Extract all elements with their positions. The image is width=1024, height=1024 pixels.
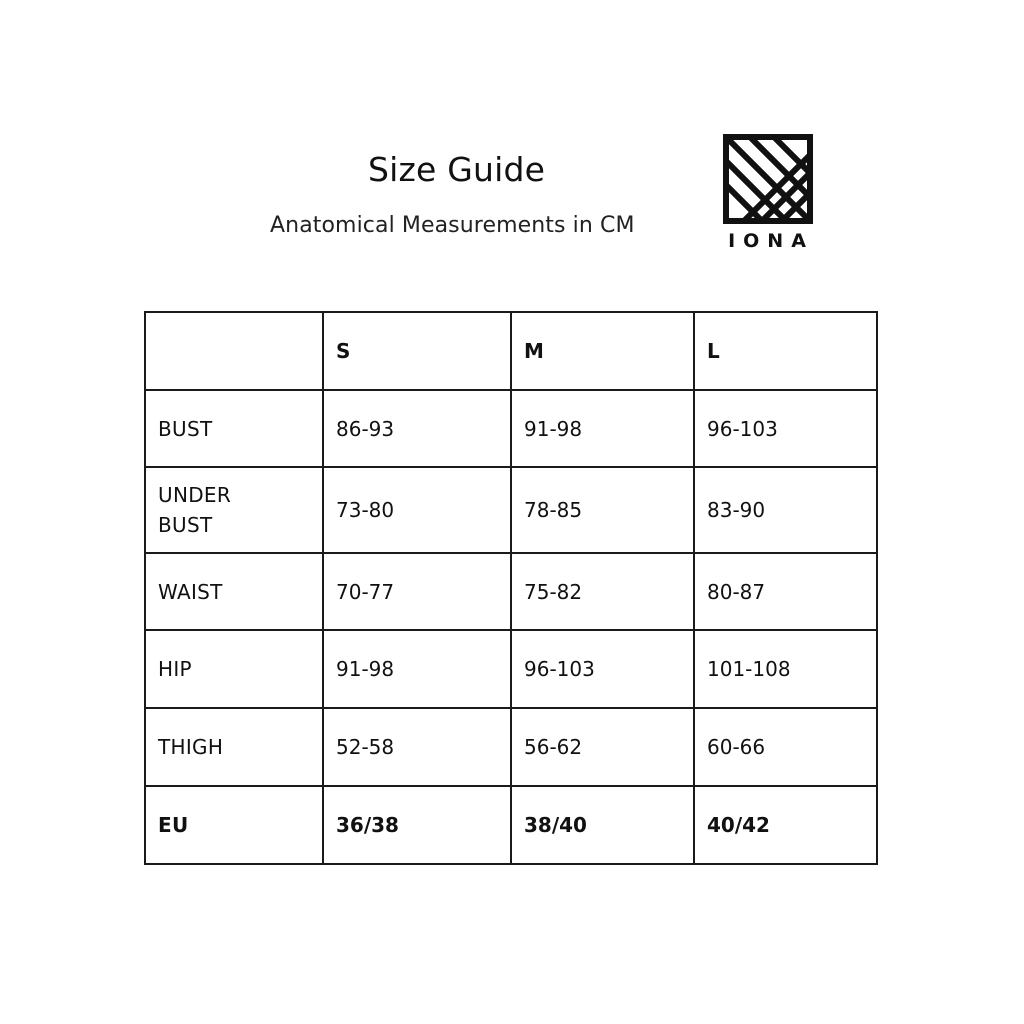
row-label-waist: WAIST — [145, 553, 323, 630]
table-cell: 96-103 — [511, 630, 694, 708]
brand-logo — [722, 133, 814, 258]
size-table — [144, 311, 878, 865]
row-label-eu: EU — [145, 786, 323, 864]
header-cell-empty — [145, 312, 323, 390]
iona-logo-icon — [722, 133, 814, 225]
table-row-hip — [145, 630, 877, 708]
table-cell: 91-98 — [323, 630, 511, 708]
table-row-under-bust — [145, 467, 877, 553]
table-cell: 60-66 — [694, 708, 877, 786]
table-cell: 80-87 — [694, 553, 877, 630]
row-label-under-bust — [145, 467, 323, 553]
table-row-thigh — [145, 708, 877, 786]
table-row-eu — [145, 786, 877, 864]
table-cell: 52-58 — [323, 708, 511, 786]
table-cell: 78-85 — [511, 467, 694, 553]
page-title: Size Guide — [368, 150, 546, 189]
row-label-under-bust-line1: UNDER — [158, 483, 232, 507]
table-row-waist — [145, 553, 877, 630]
brand-name: IONA — [728, 230, 814, 252]
table-cell: 101-108 — [694, 630, 877, 708]
table-cell: 75-82 — [511, 553, 694, 630]
table-cell: 83-90 — [694, 467, 877, 553]
table-row-bust — [145, 390, 877, 467]
table-cell: 73-80 — [323, 467, 511, 553]
table-cell: 91-98 — [511, 390, 694, 467]
header-cell-size-l: L — [694, 312, 877, 390]
table-cell: 36/38 — [323, 786, 511, 864]
table-header-row — [145, 312, 877, 390]
header-cell-size-s: S — [323, 312, 511, 390]
row-label-bust: BUST — [145, 390, 323, 467]
table-cell: 70-77 — [323, 553, 511, 630]
table-cell: 86-93 — [323, 390, 511, 467]
table-cell: 96-103 — [694, 390, 877, 467]
row-label-hip: HIP — [145, 630, 323, 708]
table-cell: 38/40 — [511, 786, 694, 864]
table-cell: 40/42 — [694, 786, 877, 864]
table-cell: 56-62 — [511, 708, 694, 786]
page-subtitle: Anatomical Measurements in CM — [270, 213, 635, 238]
header-cell-size-m: M — [511, 312, 694, 390]
row-label-under-bust-line2: BUST — [158, 513, 213, 537]
row-label-thigh: THIGH — [145, 708, 323, 786]
